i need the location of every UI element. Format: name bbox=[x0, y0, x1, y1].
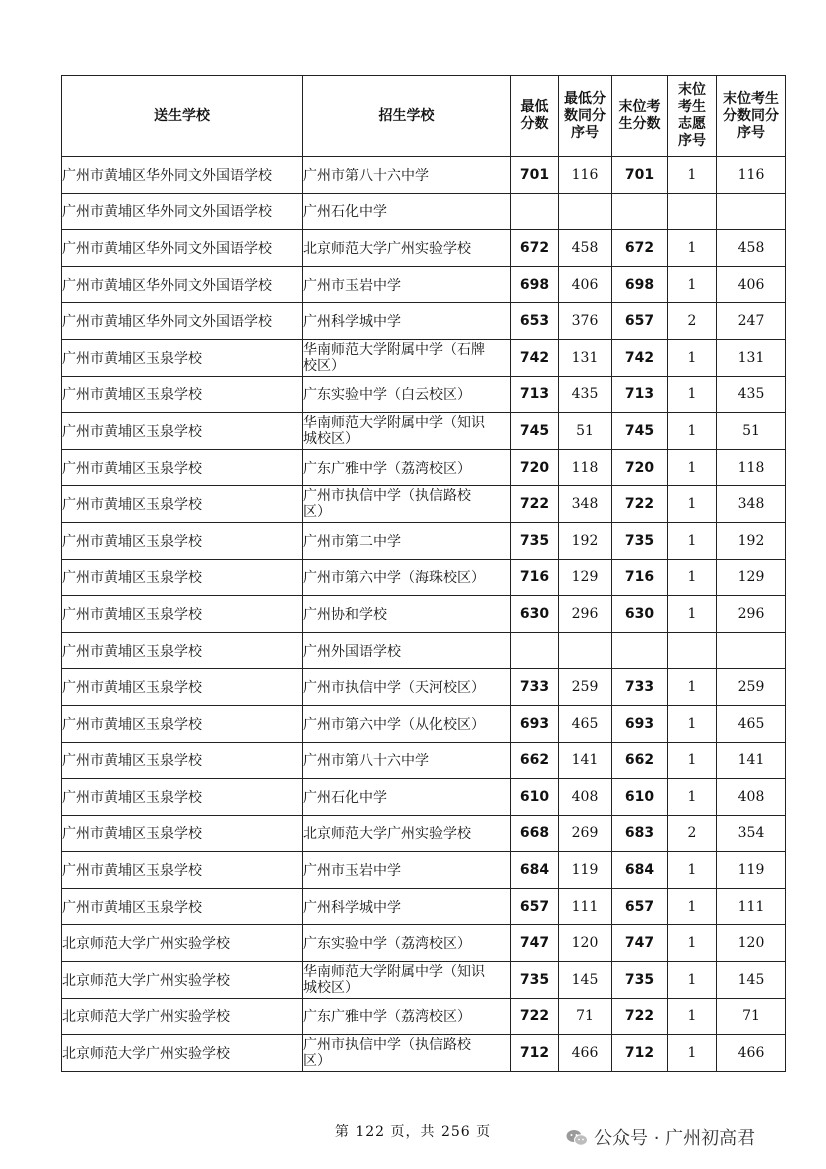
cell-receiver-school bbox=[303, 157, 511, 194]
cell-last-choice: 1 bbox=[668, 486, 717, 523]
cell-min-score bbox=[511, 193, 559, 230]
cell-min-score: 684 bbox=[511, 852, 559, 889]
cell-sender-school: 广州市黄埔区华外同文外国语学校 bbox=[62, 193, 303, 230]
cell-min-score: 742 bbox=[511, 339, 559, 376]
table-row bbox=[62, 486, 786, 523]
cell-last-choice bbox=[668, 632, 717, 669]
receiver-school-line: 华南师范大学附属中学（知识 bbox=[303, 963, 485, 980]
cell-receiver-school bbox=[303, 888, 511, 925]
receiver-school-line: 广州市执信中学（执信路校 bbox=[303, 1037, 471, 1054]
cell-last-score: 716 bbox=[612, 559, 668, 596]
cell-min-score: 747 bbox=[511, 925, 559, 962]
cell-min-rank: 141 bbox=[559, 742, 612, 779]
cell-last-rank: 51 bbox=[717, 413, 786, 450]
cell-last-choice: 1 bbox=[668, 230, 717, 267]
cell-receiver-school bbox=[303, 596, 511, 633]
cell-last-rank: 192 bbox=[717, 522, 786, 559]
cell-sender-school: 广州市黄埔区华外同文外国语学校 bbox=[62, 157, 303, 194]
table-row bbox=[62, 559, 786, 596]
table-header-row bbox=[62, 76, 786, 157]
cell-last-choice: 1 bbox=[668, 266, 717, 303]
cell-min-rank: 118 bbox=[559, 449, 612, 486]
cell-min-rank: 111 bbox=[559, 888, 612, 925]
receiver-school-line: 广州市玉岩中学 bbox=[303, 863, 401, 880]
cell-last-choice: 1 bbox=[668, 413, 717, 450]
cell-sender-school: 广州市黄埔区华外同文外国语学校 bbox=[62, 230, 303, 267]
cell-receiver-school bbox=[303, 632, 511, 669]
cell-receiver-school bbox=[303, 779, 511, 816]
cell-min-rank: 348 bbox=[559, 486, 612, 523]
receiver-school-line: 区） bbox=[303, 504, 331, 521]
cell-last-choice: 1 bbox=[668, 779, 717, 816]
cell-receiver-school bbox=[303, 266, 511, 303]
cell-min-rank: 458 bbox=[559, 230, 612, 267]
cell-min-rank bbox=[559, 193, 612, 230]
receiver-school-line: 广州市第六中学（从化校区） bbox=[303, 716, 485, 733]
watermark-text: 公众号 · 广州初高君 bbox=[594, 1128, 756, 1149]
cell-last-choice: 1 bbox=[668, 157, 717, 194]
header-last-choice: 末位 考生 志愿 序号 bbox=[668, 76, 717, 157]
cell-last-score: 745 bbox=[612, 413, 668, 450]
cell-min-score: 668 bbox=[511, 815, 559, 852]
cell-sender-school: 北京师范大学广州实验学校 bbox=[62, 925, 303, 962]
cell-last-score: 693 bbox=[612, 705, 668, 742]
table-row bbox=[62, 449, 786, 486]
cell-last-score: 722 bbox=[612, 486, 668, 523]
cell-last-choice: 1 bbox=[668, 742, 717, 779]
table-row bbox=[62, 815, 786, 852]
cell-last-rank: 129 bbox=[717, 559, 786, 596]
cell-min-rank: 51 bbox=[559, 413, 612, 450]
cell-sender-school: 广州市黄埔区玉泉学校 bbox=[62, 339, 303, 376]
cell-min-score: 733 bbox=[511, 669, 559, 706]
cell-min-score: 735 bbox=[511, 522, 559, 559]
cell-receiver-school bbox=[303, 669, 511, 706]
receiver-school-line: 北京师范大学广州实验学校 bbox=[303, 826, 471, 843]
table-row bbox=[62, 266, 786, 303]
cell-receiver-school bbox=[303, 193, 511, 230]
cell-last-score: 701 bbox=[612, 157, 668, 194]
cell-sender-school: 广州市黄埔区玉泉学校 bbox=[62, 632, 303, 669]
cell-last-score: 733 bbox=[612, 669, 668, 706]
table-row bbox=[62, 1035, 786, 1072]
cell-last-rank bbox=[717, 193, 786, 230]
cell-receiver-school bbox=[303, 925, 511, 962]
cell-min-rank: 376 bbox=[559, 303, 612, 340]
cell-last-rank: 119 bbox=[717, 852, 786, 889]
cell-min-rank: 71 bbox=[559, 998, 612, 1035]
cell-receiver-school bbox=[303, 998, 511, 1035]
cell-min-score: 712 bbox=[511, 1035, 559, 1072]
cell-min-score: 722 bbox=[511, 486, 559, 523]
admission-table bbox=[61, 75, 786, 1072]
cell-receiver-school bbox=[303, 962, 511, 999]
cell-last-score: 672 bbox=[612, 230, 668, 267]
cell-last-rank: 71 bbox=[717, 998, 786, 1035]
header-receiver-school: 招生学校 bbox=[303, 76, 511, 157]
receiver-school-line: 广州市执信中学（天河校区） bbox=[303, 680, 485, 697]
cell-last-score bbox=[612, 193, 668, 230]
cell-min-score bbox=[511, 632, 559, 669]
table-row bbox=[62, 742, 786, 779]
cell-last-score: 684 bbox=[612, 852, 668, 889]
table-row bbox=[62, 339, 786, 376]
table-row bbox=[62, 925, 786, 962]
cell-receiver-school bbox=[303, 742, 511, 779]
header-sender-school: 送生学校 bbox=[62, 76, 303, 157]
cell-last-score: 713 bbox=[612, 376, 668, 413]
table-row bbox=[62, 376, 786, 413]
cell-min-rank: 466 bbox=[559, 1035, 612, 1072]
receiver-school-line: 广东实验中学（白云校区） bbox=[303, 387, 471, 404]
receiver-school-line: 广东广雅中学（荔湾校区） bbox=[303, 1009, 471, 1026]
receiver-school-line: 校区） bbox=[303, 357, 345, 374]
cell-sender-school: 广州市黄埔区玉泉学校 bbox=[62, 376, 303, 413]
cell-sender-school: 北京师范大学广州实验学校 bbox=[62, 998, 303, 1035]
cell-last-rank: 141 bbox=[717, 742, 786, 779]
cell-min-rank: 129 bbox=[559, 559, 612, 596]
cell-last-score: 662 bbox=[612, 742, 668, 779]
cell-last-rank: 145 bbox=[717, 962, 786, 999]
table-row bbox=[62, 303, 786, 340]
header-last-score: 末位考 生分数 bbox=[612, 76, 668, 157]
table-row bbox=[62, 779, 786, 816]
page-footer: 第 122 页，共 256 页 bbox=[334, 1124, 492, 1140]
cell-min-rank: 131 bbox=[559, 339, 612, 376]
table-row bbox=[62, 230, 786, 267]
cell-sender-school: 广州市黄埔区玉泉学校 bbox=[62, 522, 303, 559]
cell-last-choice: 1 bbox=[668, 522, 717, 559]
cell-last-score: 657 bbox=[612, 888, 668, 925]
receiver-school-line: 广东广雅中学（荔湾校区） bbox=[303, 460, 471, 477]
cell-last-score: 712 bbox=[612, 1035, 668, 1072]
cell-min-score: 657 bbox=[511, 888, 559, 925]
cell-sender-school: 广州市黄埔区玉泉学校 bbox=[62, 596, 303, 633]
table-row bbox=[62, 852, 786, 889]
cell-last-choice: 1 bbox=[668, 925, 717, 962]
cell-last-choice: 1 bbox=[668, 705, 717, 742]
cell-last-score: 747 bbox=[612, 925, 668, 962]
cell-sender-school: 广州市黄埔区华外同文外国语学校 bbox=[62, 266, 303, 303]
receiver-school-line: 广州科学城中学 bbox=[303, 899, 401, 916]
table-row bbox=[62, 669, 786, 706]
cell-sender-school: 广州市黄埔区玉泉学校 bbox=[62, 779, 303, 816]
receiver-school-line: 广州市第八十六中学 bbox=[303, 167, 429, 184]
cell-last-choice: 2 bbox=[668, 303, 717, 340]
cell-receiver-school bbox=[303, 339, 511, 376]
cell-last-choice bbox=[668, 193, 717, 230]
cell-last-score: 657 bbox=[612, 303, 668, 340]
cell-last-rank: 296 bbox=[717, 596, 786, 633]
cell-last-score: 610 bbox=[612, 779, 668, 816]
cell-last-rank: 247 bbox=[717, 303, 786, 340]
receiver-school-line: 广州市玉岩中学 bbox=[303, 277, 401, 294]
receiver-school-line: 广州外国语学校 bbox=[303, 643, 401, 660]
cell-last-choice: 1 bbox=[668, 339, 717, 376]
cell-last-choice: 1 bbox=[668, 376, 717, 413]
cell-last-rank: 259 bbox=[717, 669, 786, 706]
cell-min-rank: 120 bbox=[559, 925, 612, 962]
receiver-school-line: 广州协和学校 bbox=[303, 606, 387, 623]
cell-last-rank: 111 bbox=[717, 888, 786, 925]
cell-last-score: 720 bbox=[612, 449, 668, 486]
cell-last-score: 735 bbox=[612, 522, 668, 559]
cell-min-score: 672 bbox=[511, 230, 559, 267]
cell-sender-school: 广州市黄埔区玉泉学校 bbox=[62, 888, 303, 925]
cell-last-choice: 1 bbox=[668, 559, 717, 596]
cell-last-score: 735 bbox=[612, 962, 668, 999]
cell-receiver-school bbox=[303, 1035, 511, 1072]
cell-min-score: 630 bbox=[511, 596, 559, 633]
cell-last-rank: 120 bbox=[717, 925, 786, 962]
cell-min-rank: 435 bbox=[559, 376, 612, 413]
cell-min-score: 720 bbox=[511, 449, 559, 486]
cell-last-choice: 1 bbox=[668, 669, 717, 706]
receiver-school-line: 华南师范大学附属中学（石牌 bbox=[303, 341, 485, 358]
cell-receiver-school bbox=[303, 230, 511, 267]
wechat-icon bbox=[566, 1129, 588, 1147]
receiver-school-line: 城校区） bbox=[303, 430, 359, 447]
cell-last-rank: 406 bbox=[717, 266, 786, 303]
table-row bbox=[62, 632, 786, 669]
cell-receiver-school bbox=[303, 522, 511, 559]
receiver-school-line: 广东实验中学（荔湾校区） bbox=[303, 936, 471, 953]
cell-last-score: 683 bbox=[612, 815, 668, 852]
table-row bbox=[62, 998, 786, 1035]
receiver-school-line: 广州石化中学 bbox=[303, 789, 387, 806]
cell-sender-school: 北京师范大学广州实验学校 bbox=[62, 1035, 303, 1072]
receiver-school-line: 广州市第二中学 bbox=[303, 533, 401, 550]
cell-sender-school: 广州市黄埔区玉泉学校 bbox=[62, 449, 303, 486]
table-row bbox=[62, 413, 786, 450]
cell-min-score: 662 bbox=[511, 742, 559, 779]
cell-min-score: 713 bbox=[511, 376, 559, 413]
cell-sender-school: 北京师范大学广州实验学校 bbox=[62, 962, 303, 999]
receiver-school-line: 广州科学城中学 bbox=[303, 314, 401, 331]
cell-min-rank: 119 bbox=[559, 852, 612, 889]
watermark bbox=[566, 1124, 755, 1150]
cell-min-rank: 259 bbox=[559, 669, 612, 706]
cell-last-score: 722 bbox=[612, 998, 668, 1035]
cell-min-rank bbox=[559, 632, 612, 669]
cell-last-score: 630 bbox=[612, 596, 668, 633]
cell-last-rank bbox=[717, 632, 786, 669]
cell-sender-school: 广州市黄埔区玉泉学校 bbox=[62, 815, 303, 852]
cell-receiver-school bbox=[303, 413, 511, 450]
cell-min-score: 716 bbox=[511, 559, 559, 596]
cell-sender-school: 广州市黄埔区玉泉学校 bbox=[62, 486, 303, 523]
cell-min-score: 693 bbox=[511, 705, 559, 742]
cell-receiver-school bbox=[303, 486, 511, 523]
receiver-school-line: 广州市执信中学（执信路校 bbox=[303, 488, 471, 505]
cell-min-rank: 192 bbox=[559, 522, 612, 559]
cell-last-choice: 2 bbox=[668, 815, 717, 852]
cell-min-score: 722 bbox=[511, 998, 559, 1035]
cell-last-score: 742 bbox=[612, 339, 668, 376]
receiver-school-line: 广州石化中学 bbox=[303, 204, 387, 221]
cell-last-choice: 1 bbox=[668, 962, 717, 999]
receiver-school-line: 华南师范大学附属中学（知识 bbox=[303, 414, 485, 431]
cell-receiver-school bbox=[303, 449, 511, 486]
cell-last-rank: 435 bbox=[717, 376, 786, 413]
cell-last-choice: 1 bbox=[668, 596, 717, 633]
cell-min-rank: 145 bbox=[559, 962, 612, 999]
cell-last-rank: 131 bbox=[717, 339, 786, 376]
cell-last-choice: 1 bbox=[668, 1035, 717, 1072]
table-row bbox=[62, 596, 786, 633]
cell-receiver-school bbox=[303, 303, 511, 340]
cell-last-rank: 354 bbox=[717, 815, 786, 852]
cell-min-score: 701 bbox=[511, 157, 559, 194]
cell-sender-school: 广州市黄埔区华外同文外国语学校 bbox=[62, 303, 303, 340]
cell-min-score: 653 bbox=[511, 303, 559, 340]
cell-min-rank: 269 bbox=[559, 815, 612, 852]
receiver-school-line: 广州市第八十六中学 bbox=[303, 753, 429, 770]
cell-sender-school: 广州市黄埔区玉泉学校 bbox=[62, 742, 303, 779]
cell-min-score: 745 bbox=[511, 413, 559, 450]
header-last-rank: 末位考生 分数同分 序号 bbox=[717, 76, 786, 157]
cell-last-choice: 1 bbox=[668, 888, 717, 925]
cell-sender-school: 广州市黄埔区玉泉学校 bbox=[62, 559, 303, 596]
header-min-score: 最低 分数 bbox=[511, 76, 559, 157]
table-row bbox=[62, 962, 786, 999]
cell-receiver-school bbox=[303, 559, 511, 596]
receiver-school-line: 城校区） bbox=[303, 979, 359, 996]
cell-receiver-school bbox=[303, 705, 511, 742]
table-row bbox=[62, 705, 786, 742]
cell-min-rank: 408 bbox=[559, 779, 612, 816]
cell-receiver-school bbox=[303, 815, 511, 852]
receiver-school-line: 北京师范大学广州实验学校 bbox=[303, 240, 471, 257]
cell-last-rank: 465 bbox=[717, 705, 786, 742]
cell-last-rank: 458 bbox=[717, 230, 786, 267]
cell-last-score bbox=[612, 632, 668, 669]
cell-min-rank: 406 bbox=[559, 266, 612, 303]
cell-last-rank: 116 bbox=[717, 157, 786, 194]
cell-min-rank: 116 bbox=[559, 157, 612, 194]
header-min-rank: 最低分 数同分 序号 bbox=[559, 76, 612, 157]
cell-last-choice: 1 bbox=[668, 852, 717, 889]
cell-sender-school: 广州市黄埔区玉泉学校 bbox=[62, 852, 303, 889]
cell-min-rank: 465 bbox=[559, 705, 612, 742]
cell-last-score: 698 bbox=[612, 266, 668, 303]
cell-last-rank: 118 bbox=[717, 449, 786, 486]
receiver-school-line: 区） bbox=[303, 1053, 331, 1070]
cell-min-score: 735 bbox=[511, 962, 559, 999]
receiver-school-line: 广州市第六中学（海珠校区） bbox=[303, 570, 485, 587]
cell-min-rank: 296 bbox=[559, 596, 612, 633]
cell-sender-school: 广州市黄埔区玉泉学校 bbox=[62, 705, 303, 742]
cell-last-choice: 1 bbox=[668, 998, 717, 1035]
cell-min-score: 610 bbox=[511, 779, 559, 816]
cell-last-rank: 466 bbox=[717, 1035, 786, 1072]
table-row bbox=[62, 157, 786, 194]
cell-last-rank: 408 bbox=[717, 779, 786, 816]
cell-last-rank: 348 bbox=[717, 486, 786, 523]
cell-sender-school: 广州市黄埔区玉泉学校 bbox=[62, 413, 303, 450]
cell-last-choice: 1 bbox=[668, 449, 717, 486]
cell-receiver-school bbox=[303, 852, 511, 889]
table-row bbox=[62, 193, 786, 230]
cell-sender-school: 广州市黄埔区玉泉学校 bbox=[62, 669, 303, 706]
cell-receiver-school bbox=[303, 376, 511, 413]
table-row bbox=[62, 888, 786, 925]
cell-min-score: 698 bbox=[511, 266, 559, 303]
table-row bbox=[62, 522, 786, 559]
